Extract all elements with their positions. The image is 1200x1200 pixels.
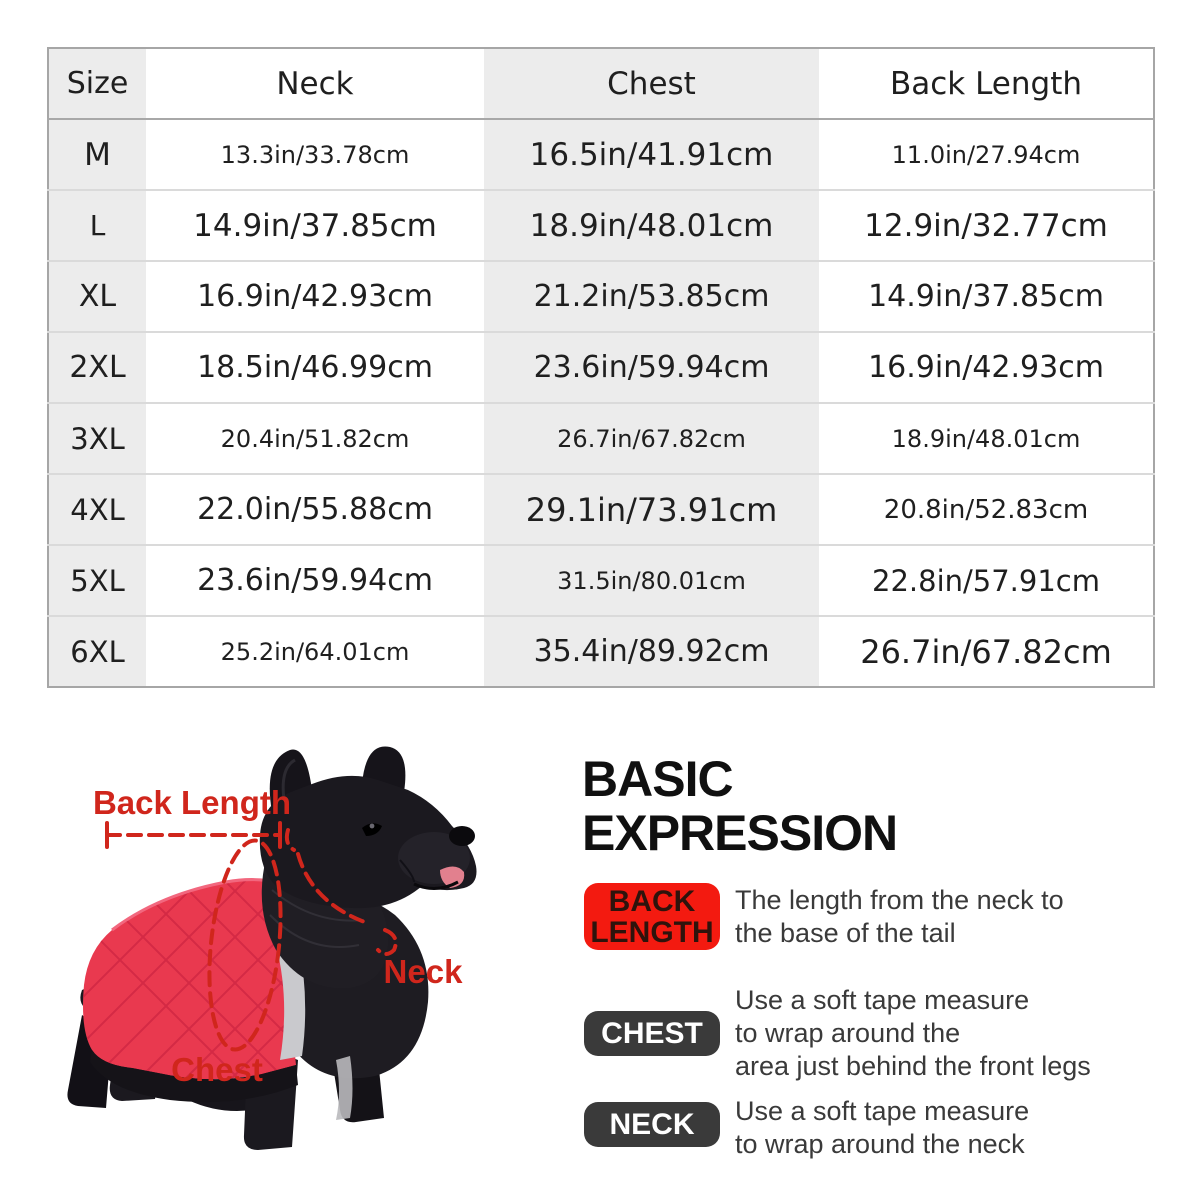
table-cell: 20.8in/52.83cm <box>819 474 1154 545</box>
desc-line: the base of the tail <box>735 917 956 948</box>
table-cell: 16.9in/42.93cm <box>146 261 484 332</box>
legend-item-chest <box>584 984 1091 1083</box>
table-cell: 16.5in/41.91cm <box>484 119 819 190</box>
table-cell: 22.0in/55.88cm <box>146 474 484 545</box>
table-cell: 20.4in/51.82cm <box>146 403 484 474</box>
header-cell: Chest <box>484 48 819 119</box>
size-chart-table <box>47 47 1155 688</box>
table-cell: 29.1in/73.91cm <box>484 474 819 545</box>
legend-title-line2: EXPRESSION <box>582 805 898 861</box>
size-cell: 3XL <box>48 403 146 474</box>
header-cell: Neck <box>146 48 484 119</box>
legend-item-neck <box>584 1095 1029 1161</box>
desc-line: Use a soft tape measure <box>735 985 1030 1015</box>
measure-badge <box>584 883 720 950</box>
size-cell: XL <box>48 261 146 332</box>
legend-title <box>582 752 897 860</box>
dog-measurement-diagram <box>40 740 580 1200</box>
badge-line: CHEST <box>601 1017 703 1050</box>
table-cell: 26.7in/67.82cm <box>860 632 1112 671</box>
desc-line: to wrap around the <box>735 1018 961 1048</box>
table-cell: 26.7in/67.82cm <box>484 403 819 474</box>
size-cell: L <box>48 190 146 261</box>
table-cell: 18.9in/48.01cm <box>484 190 819 261</box>
table-row <box>48 616 1154 687</box>
table-row <box>48 119 1154 190</box>
measure-desc <box>735 1095 1029 1161</box>
table-cell: 11.0in/27.94cm <box>819 119 1154 190</box>
table-cell: 22.8in/57.91cm <box>819 545 1154 616</box>
table-cell: 14.9in/37.85cm <box>146 190 484 261</box>
header-cell: Back Length <box>819 48 1154 119</box>
size-cell: 4XL <box>48 474 146 545</box>
size-chart-body <box>48 119 1154 687</box>
table-cell: 31.5in/80.01cm <box>484 545 819 616</box>
table-row <box>48 545 1154 616</box>
table-cell: 12.9in/32.77cm <box>819 190 1154 261</box>
table-cell: 18.5in/46.99cm <box>146 332 484 403</box>
size-chart-header <box>48 48 1154 119</box>
table-row <box>48 403 1154 474</box>
badge-line: NECK <box>609 1108 695 1141</box>
legend-title-line1: BASIC <box>582 751 733 807</box>
measure-desc <box>735 884 1064 950</box>
measure-badge <box>584 1102 720 1147</box>
table-row <box>48 190 1154 261</box>
table-row <box>48 332 1154 403</box>
table-cell: 18.9in/48.01cm <box>819 403 1154 474</box>
desc-line: The length from the neck to <box>735 884 1064 915</box>
table-row <box>48 474 1154 545</box>
desc-line: to wrap around the neck <box>735 1129 1025 1159</box>
table-cell: 35.4in/89.92cm <box>484 616 819 687</box>
legend-item-back-length <box>584 883 1064 950</box>
chest-label: Chest <box>171 1051 263 1088</box>
size-cell: 5XL <box>48 545 146 616</box>
header-row <box>48 48 1154 119</box>
badge-line: BACK <box>608 884 696 918</box>
table-row <box>48 261 1154 332</box>
desc-line: area just behind the front legs <box>735 1051 1091 1081</box>
back-length-label: Back Length <box>92 784 292 821</box>
size-cell: M <box>48 119 146 190</box>
table-cell: 21.2in/53.85cm <box>484 261 819 332</box>
header-cell: Size <box>48 48 146 119</box>
measure-badge <box>584 1011 720 1056</box>
size-cell: 2XL <box>48 332 146 403</box>
neck-label: Neck <box>383 953 463 990</box>
table-cell: 16.9in/42.93cm <box>819 332 1154 403</box>
desc-line: Use a soft tape measure <box>735 1096 1030 1126</box>
table-cell: 13.3in/33.78cm <box>146 119 484 190</box>
badge-line: LENGTH <box>590 915 714 949</box>
measure-desc <box>735 984 1091 1083</box>
table-cell: 25.2in/64.01cm <box>220 637 410 666</box>
table-cell: 23.6in/59.94cm <box>484 332 819 403</box>
table-cell: 14.9in/37.85cm <box>819 261 1154 332</box>
table-cell: 23.6in/59.94cm <box>146 545 484 616</box>
size-cell: 6XL <box>48 616 146 687</box>
